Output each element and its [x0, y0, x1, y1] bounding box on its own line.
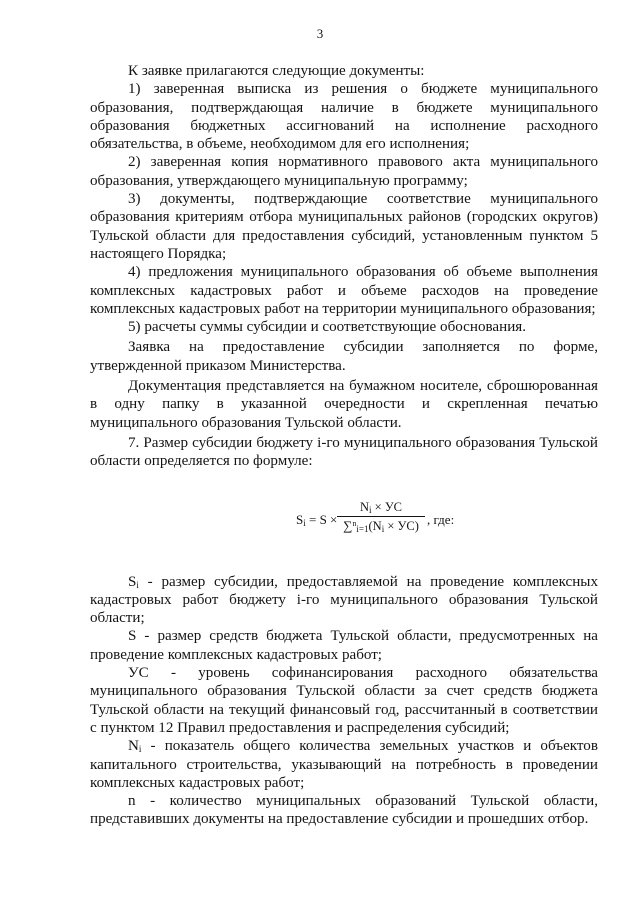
- paragraph-application-form: Заявка на предоставление субсидии заполняется по форме, утвержденной приказом Министерства.: [90, 339, 598, 374]
- formula-fraction: [337, 499, 425, 535]
- paragraph-item-2: 2) заверенная копия нормативного правового акта муниципального образования, утверждающего муниципальную программу;: [90, 154, 598, 189]
- paragraph-item-5: 5) расчеты суммы субсидии и соответствующие обоснования.: [128, 319, 527, 336]
- paragraph-item-1: 1) заверенная выписка из решения о бюджете муниципального образования, подтверждающая наличие в бюджете муниципального образования бюджетных ассигнований на исполнение расходного обязательства, в объеме, необходимом для его исполнения;: [90, 81, 598, 153]
- paragraph-item-4: 4) предложения муниципального образования об объеме выполнения комплексных кадастровых работ и объеме расходов на проведение комплексных кадастровых работ на территории муниципального образования;: [90, 264, 598, 317]
- formula-denominator: $\sum^n_{i=1}(N_i \times УС)$: [343, 517, 419, 534]
- paragraph-item-3: 3) документы, подтверждающие соответствие муниципального образования критериям отбора муниципальных районов (городских округов) Тульской области для предоставления субсидий, установленным пунктом 5 настоящего Порядка;: [90, 191, 598, 262]
- definition-n: n - количество муниципальных образований Тульской области, представивших документы на предоставление субсидии и прошедших отбор.: [90, 793, 598, 828]
- definition-us: УС - уровень софинансирования расходного обязательства муниципального образования Тульской области за счет средств бюджета Тульской области на текущий финансовый год, рассчитанный в соответствии с пунктом 12 Правил предоставления и распределения субсидий;: [90, 665, 598, 736]
- formula-lhs: $S_i = S$ ×: [296, 511, 338, 528]
- formula-tail: , где:: [427, 511, 455, 527]
- paragraph-intro: К заявке прилагаются следующие документы:: [128, 63, 425, 79]
- definition-s: S - размер средств бюджета Тульской области, предусмотренных на проведение комплексных кадастровых работ;: [90, 628, 598, 663]
- definition-ni: $N_i$ - показатель общего количества земельных участков и объектов капитального строительства, указывающий на потребность в проведении комплексных кадастровых работ;: [90, 738, 598, 791]
- paragraph-documentation: Документация представляется на бумажном носителе, сброшюрованная в одну папку в указанной очередности и скрепленная печатью муниципального образования Тульской области.: [90, 378, 598, 431]
- definition-si: $S_i$ - размер субсидии, предоставляемой на проведение комплексных кадастровых работ бюджету i-го муниципального образования Тульской области;: [90, 573, 598, 627]
- document-body: [90, 62, 598, 829]
- formula-numerator: $N_i$ × УС: [337, 499, 425, 517]
- page-number: 3: [316, 26, 324, 41]
- subsidy-formula: [90, 499, 598, 539]
- paragraph-subsidy-size: 7. Размер субсидии бюджету i-го муниципального образования Тульской области определяется по формуле:: [90, 434, 598, 470]
